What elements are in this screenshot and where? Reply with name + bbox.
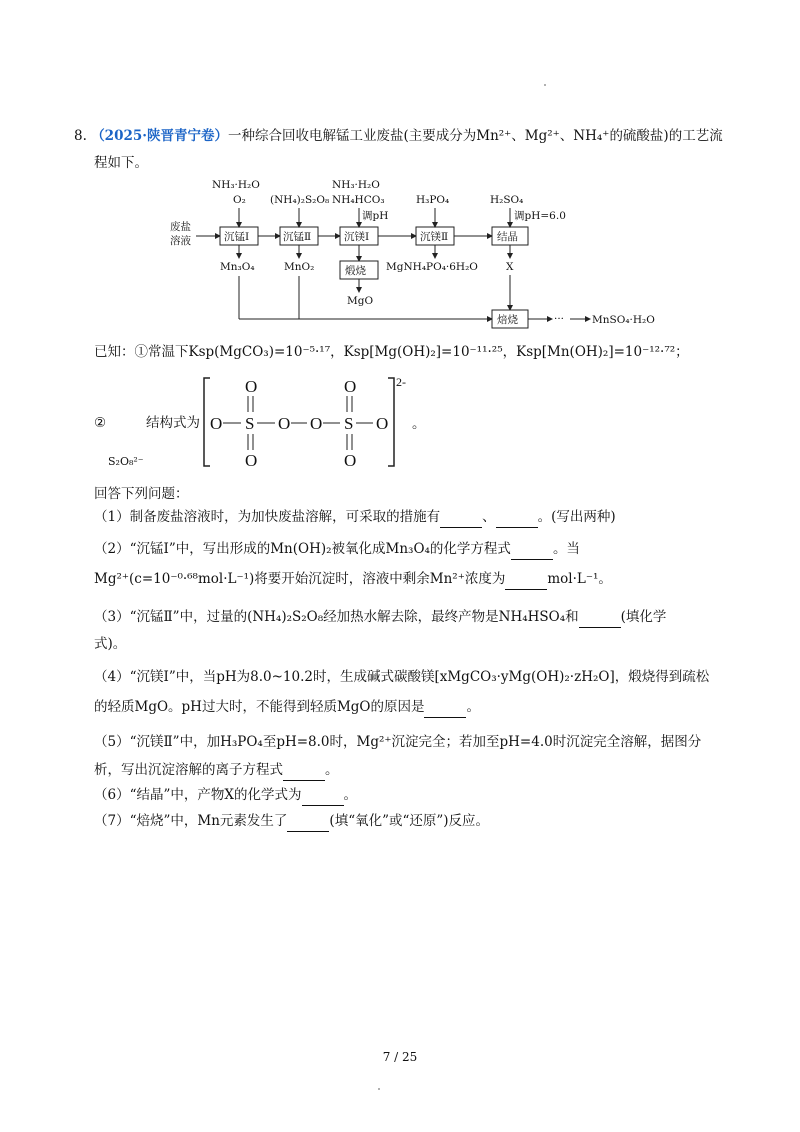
- q1-text: （1）制备废盐溶液时，为加快废盐溶解，可采取的措施有: [94, 509, 441, 525]
- known-end: ；: [675, 344, 689, 360]
- reagent-ammonia-1: NH₃·H₂O: [212, 179, 260, 191]
- question-header: [74, 126, 723, 146]
- question-7: [94, 811, 489, 832]
- question-1: [94, 507, 616, 528]
- box-label-calcine: 煅烧: [345, 265, 366, 277]
- question-3: [94, 607, 666, 628]
- question-source: （2025·陕晋青宁卷）: [91, 128, 228, 144]
- atom-o-bottom-2: O: [344, 451, 357, 470]
- q6-text: （6）“结晶”中，产物X的化学式为: [94, 787, 302, 803]
- reagent-ammonia-2: NH₃·H₂O: [332, 179, 380, 191]
- box-label-crystallize: 结晶: [497, 231, 518, 243]
- question-intro: 一种综合回收电解锰工业废盐(主要成分为: [227, 128, 477, 144]
- q1-end: 。(写出两种): [537, 509, 616, 525]
- known-item2-text: 结构式为: [146, 415, 200, 431]
- reagent-adjust-ph: 调pH: [362, 210, 389, 222]
- question-3-line2: 式)。: [94, 636, 127, 652]
- product-mgo: MgO: [347, 295, 374, 307]
- q1-blank-2[interactable]: [496, 507, 538, 528]
- scan-dot: [544, 84, 546, 86]
- question-5-line2: [94, 760, 339, 781]
- reagent-oxygen: O₂: [233, 194, 246, 206]
- question-4: （4）“沉镁Ⅰ”中，当pH为8.0~10.2时，生成碱式碳酸镁[xMgCO₃·yMg(OH)₂·zH₂O]，煅烧得到疏松: [94, 669, 710, 685]
- question-ions: Mn²⁺、Mg²⁺、NH₄⁺: [476, 128, 610, 144]
- q7-end: (填“氧化”或“还原”)反应。: [329, 813, 490, 829]
- atom-o-top-2: O: [344, 377, 357, 396]
- question-6: [94, 785, 357, 806]
- q2-text: （2）“沉锰Ⅰ”中，写出形成的Mn(OH)₂被氧化成Mn₃O₄的化学方程式: [94, 541, 511, 557]
- reagent-adjust-ph-6: 调pH=6.0: [514, 210, 566, 222]
- answer-prompt: 回答下列问题：: [94, 486, 189, 502]
- question-4-line2: [94, 697, 480, 718]
- q3-mid: (填化学: [620, 609, 667, 625]
- ksp-mgco3: Ksp(MgCO₃)=10⁻⁵·¹⁷: [188, 344, 331, 360]
- atom-s-2: S: [344, 414, 354, 433]
- process-flow-diagram: [160, 172, 700, 334]
- product-mno2: MnO₂: [284, 261, 315, 273]
- product-struvite: MgNH₄PO₄·6H₂O: [386, 261, 478, 273]
- flow-ellipsis: ···: [554, 313, 565, 325]
- persulfate-structure: [200, 374, 410, 470]
- question-number: 8.: [74, 128, 87, 144]
- q4-blank[interactable]: [424, 697, 466, 718]
- feed-label-2: 溶液: [170, 235, 191, 247]
- reagent-sulfuric-acid: H₂SO₄: [490, 194, 524, 206]
- known-line-1: 已知：①常温下Ksp(MgCO₃)=10⁻⁵·¹⁷，Ksp[Mg(OH)₂]=10⁻¹¹·²⁵，Ksp[Mn(OH)₂]=10⁻¹²·⁷²；: [94, 344, 689, 360]
- q5-blank[interactable]: [283, 760, 325, 781]
- q7-text: （7）“焙烧”中，Mn元素发生了: [94, 813, 288, 829]
- q5-text-2: 析，写出沉淀溶解的离子方程式: [94, 762, 283, 778]
- q6-end: 。: [343, 787, 358, 803]
- ksp-mgoh2: Ksp[Mg(OH)₂]=10⁻¹¹·²⁵: [343, 344, 503, 360]
- q7-blank[interactable]: [287, 811, 329, 832]
- q1-sep: 、: [482, 509, 496, 525]
- q1-blank-1[interactable]: [440, 507, 482, 528]
- reagent-bicarbonate: NH₄HCO₃: [332, 194, 385, 206]
- persulfate-ion: S₂O₈²⁻: [108, 455, 144, 468]
- q3-text: （3）“沉锰Ⅱ”中，过量的(NH₄)₂S₂O₈经加热水解去除，最终产物是NH₄HSO₄和: [94, 609, 579, 625]
- atom-o-1: O: [210, 414, 223, 433]
- q4-text-2: 的轻质MgO。pH过大时，不能得到轻质MgO的原因是: [94, 699, 425, 715]
- product-mnso4: MnSO₄·H₂O: [592, 314, 655, 326]
- atom-o-4: O: [376, 414, 389, 433]
- q3-blank[interactable]: [579, 607, 621, 628]
- q2-text-2: Mg²⁺(c=10⁻⁰·⁶⁸mol·L⁻¹)将要开始沉淀时，溶液中剩余Mn²⁺浓度为: [94, 571, 506, 587]
- q2-end: mol·L⁻¹。: [547, 571, 612, 587]
- q2-blank-2[interactable]: [505, 569, 547, 590]
- known-item2-number: ②: [94, 415, 107, 431]
- q5-end: 。: [325, 762, 339, 778]
- box-label-mg1: 沉镁Ⅰ: [344, 231, 370, 243]
- q4-end: 。: [466, 699, 480, 715]
- structure-charge: 2-: [396, 375, 406, 389]
- feed-label-1: 废盐: [170, 221, 191, 233]
- product-mn3o4: Mn₃O₄: [220, 261, 255, 273]
- box-label-mn2: 沉锰Ⅱ: [283, 231, 312, 243]
- reagent-phosphoric-acid: H₃PO₄: [416, 194, 450, 206]
- atom-o-top-1: O: [245, 377, 258, 396]
- atom-s-1: S: [245, 414, 255, 433]
- atom-o-3: O: [310, 414, 323, 433]
- known-label: 已知：①常温下: [94, 344, 189, 360]
- ksp-mnoh2: Ksp[Mn(OH)₂]=10⁻¹²·⁷²: [516, 344, 676, 360]
- scan-dot-bottom: [378, 1088, 380, 1090]
- reagent-persulfate: (NH₄)₂S₂O₈: [270, 194, 330, 206]
- box-label-roast: 焙烧: [497, 314, 518, 326]
- page-number: 7 / 25: [382, 1050, 418, 1064]
- q2-blank-1[interactable]: [511, 539, 553, 560]
- q6-blank[interactable]: [302, 785, 344, 806]
- structure-period: 。: [412, 416, 426, 432]
- question-intro-end: 的硫酸盐)的工艺流: [609, 128, 723, 144]
- question-intro-line2: 程如下。: [94, 155, 148, 171]
- q2-mid: 。当: [552, 541, 580, 557]
- atom-o-2: O: [278, 414, 291, 433]
- atom-o-bottom-1: O: [245, 451, 258, 470]
- box-label-mn1: 沉锰Ⅰ: [224, 231, 250, 243]
- question-2: [94, 539, 580, 560]
- question-5: （5）“沉镁Ⅱ”中，加H₃PO₄至pH=8.0时，Mg²⁺沉淀完全；若加至pH=4.0时沉淀完全溶解，据图分: [94, 734, 702, 750]
- box-label-mg2: 沉镁Ⅱ: [420, 231, 449, 243]
- product-x: X: [506, 261, 514, 273]
- question-2-line2: [94, 569, 612, 590]
